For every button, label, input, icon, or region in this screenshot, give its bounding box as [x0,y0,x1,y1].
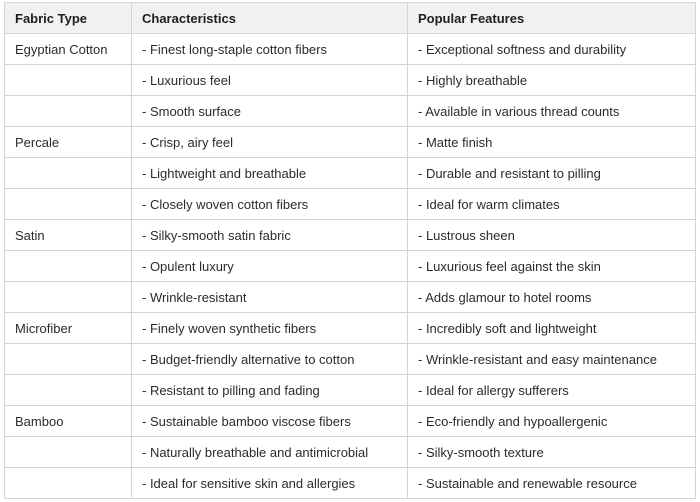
fabric-type-cell [5,375,132,406]
fabric-type-cell [5,468,132,499]
feature-cell: - Durable and resistant to pilling [408,158,696,189]
header-popular-features: Popular Features [408,3,696,34]
characteristic-cell: - Wrinkle-resistant [132,282,408,313]
fabric-type-cell [5,251,132,282]
characteristic-cell: - Opulent luxury [132,251,408,282]
table-row [5,468,696,499]
characteristic-cell: - Finest long-staple cotton fibers [132,34,408,65]
characteristic-cell: - Smooth surface [132,96,408,127]
feature-cell: - Silky-smooth texture [408,437,696,468]
feature-cell: - Ideal for allergy sufferers [408,375,696,406]
characteristic-cell: - Crisp, airy feel [132,127,408,158]
feature-cell: - Highly breathable [408,65,696,96]
fabric-type-cell: Satin [5,220,132,251]
table-row [5,375,696,406]
header-fabric-type: Fabric Type [5,3,132,34]
characteristic-cell: - Silky-smooth satin fabric [132,220,408,251]
fabric-type-cell [5,282,132,313]
fabric-type-cell [5,189,132,220]
table-header [5,3,696,34]
fabric-type-cell: Percale [5,127,132,158]
fabric-type-cell: Microfiber [5,313,132,344]
fabric-type-cell: Egyptian Cotton [5,34,132,65]
characteristic-cell: - Luxurious feel [132,65,408,96]
feature-cell: - Eco-friendly and hypoallergenic [408,406,696,437]
fabric-type-cell [5,158,132,189]
fabric-type-cell [5,96,132,127]
characteristic-cell: - Lightweight and breathable [132,158,408,189]
feature-cell: - Lustrous sheen [408,220,696,251]
characteristic-cell: - Ideal for sensitive skin and allergies [132,468,408,499]
feature-cell: - Ideal for warm climates [408,189,696,220]
feature-cell: - Available in various thread counts [408,96,696,127]
feature-cell: - Adds glamour to hotel rooms [408,282,696,313]
table-row [5,437,696,468]
table-row [5,220,696,251]
table-row [5,189,696,220]
feature-cell: - Wrinkle-resistant and easy maintenance [408,344,696,375]
characteristic-cell: - Closely woven cotton fibers [132,189,408,220]
table-row [5,282,696,313]
table-row [5,34,696,65]
header-row [5,3,696,34]
fabric-type-cell [5,437,132,468]
table-row [5,313,696,344]
fabric-comparison-table [4,2,696,499]
table-row [5,406,696,437]
fabric-type-cell: Bamboo [5,406,132,437]
characteristic-cell: - Resistant to pilling and fading [132,375,408,406]
feature-cell: - Sustainable and renewable resource [408,468,696,499]
feature-cell: - Luxurious feel against the skin [408,251,696,282]
characteristic-cell: - Budget-friendly alternative to cotton [132,344,408,375]
table-row [5,251,696,282]
characteristic-cell: - Sustainable bamboo viscose fibers [132,406,408,437]
header-characteristics: Characteristics [132,3,408,34]
feature-cell: - Matte finish [408,127,696,158]
table-row [5,127,696,158]
feature-cell: - Incredibly soft and lightweight [408,313,696,344]
fabric-type-cell [5,344,132,375]
table-row [5,344,696,375]
feature-cell: - Exceptional softness and durability [408,34,696,65]
fabric-type-cell [5,65,132,96]
characteristic-cell: - Finely woven synthetic fibers [132,313,408,344]
table-row [5,65,696,96]
table-row [5,158,696,189]
table-row [5,96,696,127]
table-body [5,34,696,499]
characteristic-cell: - Naturally breathable and antimicrobial [132,437,408,468]
